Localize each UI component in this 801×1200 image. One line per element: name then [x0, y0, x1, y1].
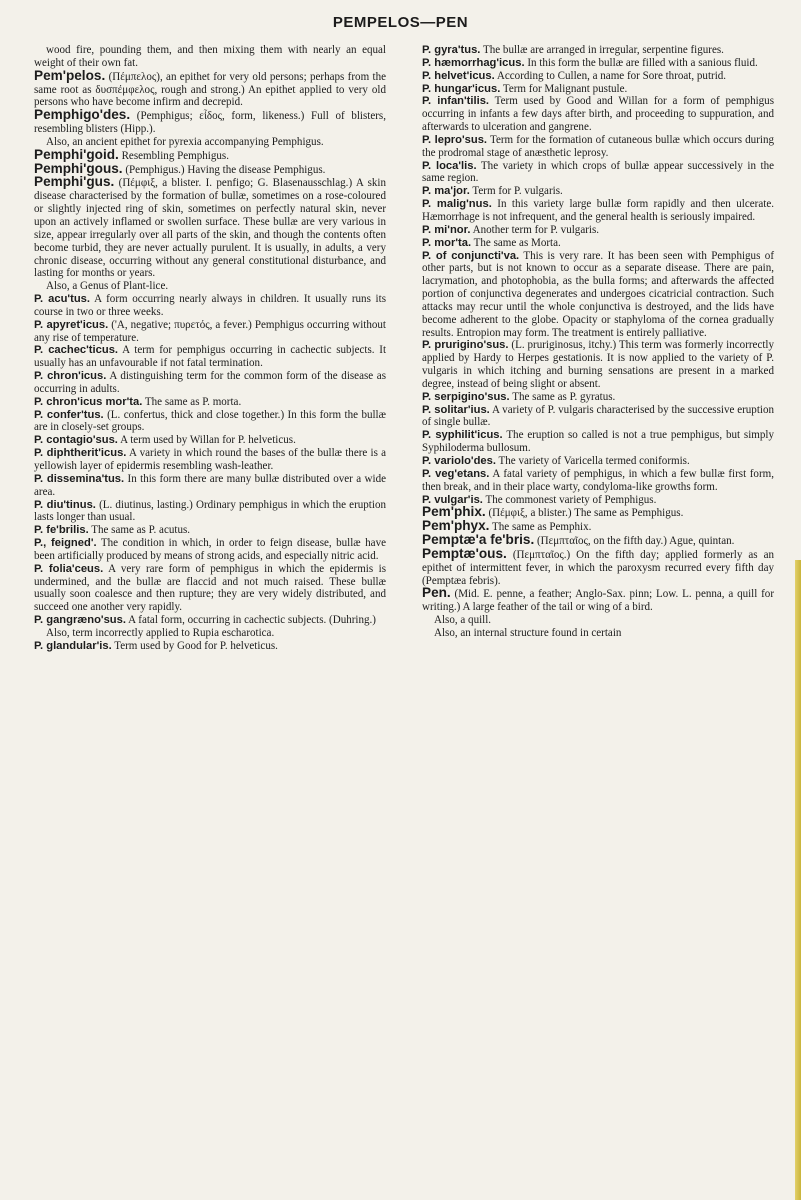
entry-headword: P. lepro'sus. [422, 133, 488, 146]
entry-definition: (Pemphigus.) Having the disease Pemphigus. [125, 163, 326, 176]
entry-definition: The eruption so called is not a true pemphigus, but simply Syphiloderma bullosum. [422, 429, 775, 455]
entry-headword: P. solitar'ius. [422, 403, 490, 416]
entry-definition: This is very rare. It has been seen with Pemphigus of other parts, but is not known to occur as a separate disease. There are pain, lacrymation, and photophobia, as the bulla forms; and afterwards the affected portion of conjunctiva degenerates and undergoes cicatricial contraction. Such attacks may recur until the whole conjunctiva is destroyed, and the lids have become adherent to the globe. Opacity or staphyloma of the cornea gradually results. Entropion may form. The treatment is entirely palliative. [422, 249, 775, 339]
dictionary-entry [422, 468, 774, 494]
entry-definition: Term used by Good for P. helveticus. [114, 639, 278, 652]
entry-definition: Also, term incorrectly applied to Rupia escharotica. [46, 626, 275, 639]
entry-headword: P. vulgar'is. [422, 493, 483, 506]
entry-headword: P. contagio'sus. [34, 434, 118, 447]
entry-definition: In this variety large bullæ form rapidly and then ulcerate. Hæmorrhage is not infrequent, and the general health is seriously impaired. [422, 198, 774, 223]
dictionary-entry [34, 109, 386, 136]
entry-headword: P. apyret'icus. [34, 318, 109, 331]
entry-definition: A fatal variety of pemphigus, in which a few bullæ first form, then break, and in their place warty, condyloma-like growths form. [422, 467, 774, 493]
dictionary-entry [34, 563, 386, 614]
entry-definition: (Πέμπελος), an epithet for very old persons; perhaps from the same root as δυσπέμφελος, rough and strong.) An epithet applied to very old persons who have become infirm and decrepid. [34, 70, 386, 109]
dictionary-entry [34, 627, 386, 640]
entry-headword: Pemphigo'des. [34, 107, 131, 123]
entry-headword: P. dissemina'tus. [34, 472, 125, 485]
dictionary-entry [422, 391, 774, 404]
entry-definition: (Pemphigus; εἶδος, form, likeness.) Full of blisters, resembling blisters (Hipp.). [34, 110, 386, 136]
dictionary-entry [34, 319, 386, 345]
entry-headword: Pemptæ'ous. [422, 545, 507, 561]
entry-headword: Pemphi'goid. [34, 146, 119, 162]
entry-headword: Pem'pelos. [34, 67, 106, 83]
entry-headword: P. helvet'icus. [422, 69, 495, 82]
entry-definition: (Πέμφιξ, a blister. I. penfigo; G. Blasenausschlag.) A skin disease characterised by the formation of bullæ, sometimes on a rose-coloured or slightly injected ring of skin, sometimes on perfectly natural skin, never upon an actively inflamed or swollen surface. These bullæ are very various in size, appear irregularly over all parts of the skin, and though the contents often become turbid, they are never actually purulent. It is usually, in adults, a very chronic disease, occurring without any general constitutional disturbance, and lasting for months or years. [34, 177, 386, 280]
entry-headword: Pen. [422, 585, 451, 601]
entry-definition: (Πέμφιξ, a blister.) The same as Pemphigus. [488, 507, 684, 520]
page-edge-strip [795, 560, 801, 1200]
entry-definition: A term for pemphigus occurring in cachectic subjects. It usually has an unfavourable if not fatal termination. [34, 344, 387, 370]
dictionary-entry [422, 83, 774, 96]
entry-headword: P. gangræno'sus. [34, 614, 126, 627]
entry-headword: P. hungar'icus. [422, 82, 501, 95]
entry-definition: (Mid. E. penne, a feather; Anglo-Sax. pinn; Low. L. penna, a quill for writing.) A large feather of the tail or wing of a bird. [422, 588, 775, 614]
dictionary-entry [422, 404, 774, 430]
dictionary-entry [34, 499, 386, 525]
entry-definition: A form occurring nearly always in children. It usually runs its course in two or three weeks. [34, 293, 386, 318]
page-header: PEMPELOS—PEN [332, 14, 469, 31]
entry-definition: Also, a quill. [434, 614, 492, 627]
entry-definition: Term used by Good and Willan for a form of pemphigus occurring in infants a few days after birth, and proceeding to suppuration, and afterwards to ulceration and gangrene. [422, 95, 775, 134]
dictionary-entry [34, 640, 386, 653]
entry-definition: A fatal form, occurring in cachectic subjects. (Duhring.) [128, 614, 376, 627]
dictionary-entry [34, 344, 386, 370]
entry-headword: Pem'phyx. [422, 518, 490, 534]
entry-definition: In this form there are many bullæ distributed over a wide area. [34, 472, 386, 498]
entry-headword: P., feigned'. [34, 537, 97, 550]
dictionary-entry [34, 434, 386, 447]
entry-definition: Term for Malignant pustule. [502, 82, 628, 95]
dictionary-entry [34, 44, 386, 70]
entry-headword: P. serpigino'sus. [422, 390, 510, 403]
entry-definition: Also, an ancient epithet for pyrexia accompanying Pemphigus. [46, 135, 324, 148]
entry-definition: (L. confertus, thick and close together.) In this form the bullæ are in closely-set groups. [34, 408, 386, 434]
entry-headword: P. syphilit'icus. [422, 429, 503, 442]
entry-definition: The same as Pemphix. [492, 521, 592, 534]
entry-headword: P. mi'nor. [422, 223, 471, 236]
entry-headword: P. veg'etans. [422, 467, 490, 480]
entry-definition: wood fire, pounding them, and then mixing them with nearly an equal weight of their own fat. [34, 44, 386, 69]
entry-headword: Pem'phix. [422, 504, 486, 520]
entry-definition: A distinguishing term for the common form of the disease as occurring in adults. [34, 370, 387, 395]
dictionary-entry [34, 396, 386, 409]
entry-definition: Resembling Pemphigus. [121, 149, 229, 162]
entry-headword: P. gyra'tus. [422, 44, 481, 56]
dictionary-entry [422, 70, 774, 83]
entry-headword: Pemphi'gus. [34, 174, 115, 190]
entry-definition: In this form the bullæ are filled with a sanious fluid. [527, 56, 758, 69]
dictionary-entry [422, 57, 774, 70]
entry-headword: P. acu'tus. [34, 293, 90, 306]
entry-definition: (L. pruriginosus, itchy.) This term was formerly incorrectly applied by Hardy to Herpes gestationis. It is now applied to the variety of P. vulgaris in which itching and burning sensations are present in a marked degree, instead of being slight or absent. [422, 339, 775, 390]
dictionary-entry [422, 429, 774, 455]
entry-definition: The same as P. gyratus. [512, 390, 616, 403]
entry-headword: Pemphi'gous. [34, 160, 123, 176]
dictionary-entry [34, 447, 386, 473]
entry-definition: Also, an internal structure found in certain [434, 626, 622, 639]
dictionary-entry [34, 293, 386, 319]
entry-definition: The same as Morta. [473, 236, 561, 249]
entry-definition: The variety of Varicella termed coniformis. [498, 455, 690, 467]
dictionary-entry [34, 409, 386, 435]
dictionary-entry [422, 95, 774, 134]
entry-headword: P. fe'brilis. [34, 524, 89, 537]
entry-headword: P. mor'ta. [422, 236, 472, 249]
right-column [422, 44, 774, 640]
dictionary-entry [34, 473, 386, 499]
dictionary-entry [34, 176, 386, 280]
entry-headword: P. chron'icus mor'ta. [34, 395, 143, 408]
dictionary-entry [422, 44, 774, 57]
entry-definition: Term for the formation of cutaneous bullæ which occurs during the prodromal stage of anæsthetic leprosy. [422, 133, 775, 159]
dictionary-entry [422, 250, 774, 340]
entry-headword: P. ma'jor. [422, 185, 470, 198]
entry-headword: P. glandular'is. [34, 639, 112, 652]
entry-headword: P. loca'lis. [422, 159, 477, 172]
dictionary-entry [34, 537, 386, 563]
dictionary-entry [422, 198, 774, 224]
entry-headword: P. chron'icus. [34, 370, 107, 383]
entry-definition: The commonest variety of Pemphigus. [485, 493, 657, 506]
entry-headword: P. diphtherit'icus. [34, 447, 127, 460]
entry-definition: The variety in which crops of bullæ appear successively in the same region. [422, 159, 775, 185]
entry-headword: P. infan'tilis. [422, 95, 490, 108]
entry-headword: P. hæmorrhag'icus. [422, 56, 525, 69]
entry-definition: ('A, negative; πυρετός, a fever.) Pemphigus occurring without any rise of temperature. [34, 318, 387, 344]
dictionary-entry [422, 237, 774, 250]
entry-headword: P. malig'nus. [422, 198, 492, 211]
dictionary-entry [34, 370, 386, 396]
entry-definition: The condition in which, in order to feign disease, bullæ have been artificially produced by means of strong acids, and especially nitric acid. [34, 537, 386, 562]
dictionary-entry [422, 160, 774, 186]
entry-definition: The bullæ are arranged in irregular, serpentine figures. [482, 44, 724, 56]
dictionary-entry [422, 455, 774, 468]
entry-definition: A term used by Willan for P. helveticus. [120, 434, 296, 447]
entry-headword: P. cachec'ticus. [34, 344, 119, 357]
entry-headword: Pemptæ'a fe'bris. [422, 532, 535, 548]
entry-definition: The same as P. acutus. [91, 524, 191, 537]
entry-headword: P. diu'tinus. [34, 498, 96, 511]
dictionary-entry [422, 339, 774, 390]
dictionary-entry [34, 614, 386, 627]
dictionary-entry [422, 614, 774, 627]
entry-definition: Another term for P. vulgaris. [472, 223, 600, 236]
entry-headword: P. folia'ceus. [34, 562, 104, 575]
dictionary-entry [34, 67, 386, 110]
dictionary-entry [422, 224, 774, 237]
dictionary-entry [34, 280, 386, 293]
dictionary-entry [422, 134, 774, 160]
entry-definition: Term for P. vulgaris. [472, 185, 563, 198]
dictionary-entry [422, 545, 774, 588]
entry-definition: (Πεμπταῖος.) On the fifth day; applied formerly as an epithet of intermittent fever, in which the paroxysm recurred every fifth day (Pemptæa febris). [422, 548, 774, 587]
entry-definition: (Πεμπταῖος, on the fifth day.) Ague, quintan. [537, 535, 735, 548]
entry-definition: A variety in which round the bases of the bullæ there is a yellowish layer of epidermis resembling wash-leather. [34, 447, 386, 472]
entry-headword: P. prurigino'sus. [422, 339, 509, 352]
entry-definition: A variety of P. vulgaris characterised by the successive eruption of single bullæ. [422, 403, 775, 429]
entry-definition: Also, a Genus of Plant-lice. [46, 280, 169, 293]
dictionary-entry [34, 524, 386, 537]
entry-headword: P. confer'tus. [34, 408, 104, 421]
left-column [34, 44, 386, 653]
entry-headword: P. variolo'des. [422, 455, 496, 467]
dictionary-entry [422, 627, 774, 640]
dictionary-entry [422, 185, 774, 198]
entry-definition: According to Cullen, a name for Sore throat, putrid. [496, 69, 727, 82]
entry-definition: (L. diutinus, lasting.) Ordinary pemphigus in which the eruption lasts longer than usual. [34, 498, 386, 524]
entry-definition: The same as P. morta. [144, 395, 242, 408]
entry-headword: P. of conjuncti'va. [422, 249, 520, 262]
dictionary-entry [422, 587, 774, 614]
entry-definition: A very rare form of pemphigus in which the epidermis is undermined, and the bullæ are flaccid and not much raised. These bullæ usually soon coalesce and then rupture; they are very widely distributed, and succeed one another very rapidly. [34, 562, 386, 614]
